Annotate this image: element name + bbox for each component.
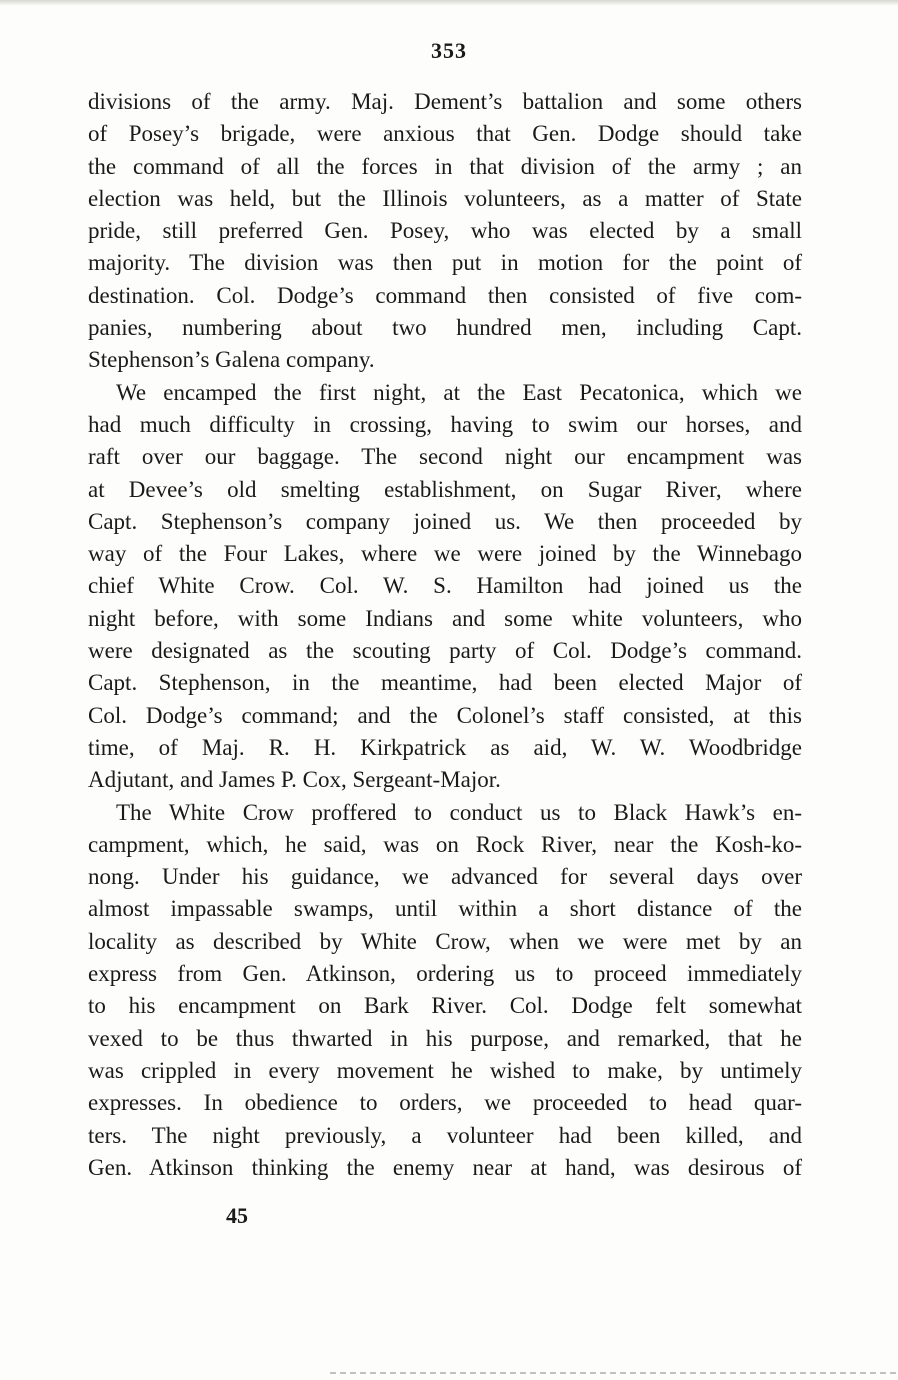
body-text bbox=[88, 86, 802, 1184]
text-line: raft over our baggage. The second night our encampment was bbox=[88, 444, 802, 470]
text-line: locality as described by White Crow, when we were met by an bbox=[88, 928, 802, 954]
text-line: destination. Col. Dodge’s command then consisted of five com- bbox=[88, 282, 802, 308]
text-line: We encamped the first night, at the East Pecatonica, which we bbox=[116, 379, 802, 405]
text-line: pride, still preferred Gen. Posey, who was elected by a small bbox=[88, 218, 802, 244]
text-line: majority. The division was then put in motion for the point of bbox=[88, 250, 802, 276]
text-line: way of the Four Lakes, where we were joined by the Winnebago bbox=[88, 541, 802, 567]
text-line: panies, numbering about two hundred men, including Capt. bbox=[88, 315, 802, 341]
text-line: were designated as the scouting party of Col. Dodge’s command. bbox=[88, 638, 802, 664]
text-line: chief White Crow. Col. W. S. Hamilton had joined us the bbox=[88, 573, 802, 599]
text-line: vexed to be thus thwarted in his purpose, and remarked, that he bbox=[88, 1025, 802, 1051]
text-line: had much difficulty in crossing, having to swim our horses, and bbox=[88, 411, 802, 437]
text-line: expresses. In obedience to orders, we proceeded to head quar- bbox=[88, 1090, 802, 1116]
text-line: nong. Under his guidance, we advanced for several days over bbox=[88, 864, 802, 890]
text-line: Capt. Stephenson’s company joined us. We then proceeded by bbox=[88, 508, 802, 534]
text-line: Col. Dodge’s command; and the Colonel’s staff consisted, at this bbox=[88, 702, 802, 728]
text-line: Stephenson’s Galena company. bbox=[88, 347, 375, 373]
text-line: to his encampment on Bark River. Col. Dodge felt somewhat bbox=[88, 993, 802, 1019]
text-line: night before, with some Indians and some white volunteers, who bbox=[88, 605, 802, 631]
text-line: The White Crow proffered to conduct us to Black Hawk’s en- bbox=[116, 799, 802, 825]
text-line: the command of all the forces in that division of the army ; an bbox=[88, 153, 802, 179]
page-bottom-edge bbox=[330, 1372, 898, 1374]
text-line: was crippled in every movement he wished to make, by untimely bbox=[88, 1057, 802, 1083]
text-line: election was held, but the Illinois volunteers, as a matter of State bbox=[88, 185, 802, 211]
text-line: divisions of the army. Maj. Dement’s battalion and some others bbox=[88, 89, 802, 114]
page-number: 353 bbox=[431, 38, 467, 63]
text-line: campment, which, he said, was on Rock River, near the Kosh-ko- bbox=[88, 831, 802, 857]
text-line: time, of Maj. R. H. Kirkpatrick as aid, W. W. Woodbridge bbox=[88, 734, 802, 760]
text-line: Adjutant, and James P. Cox, Sergeant-Major. bbox=[88, 767, 501, 793]
text-line: Gen. Atkinson thinking the enemy near at hand, was desirous of bbox=[88, 1154, 802, 1180]
signature-mark: 45 bbox=[226, 1203, 248, 1228]
text-line: of Posey’s brigade, were anxious that Gen. Dodge should take bbox=[88, 121, 802, 147]
text-line: ters. The night previously, a volunteer had been killed, and bbox=[88, 1122, 802, 1148]
text-line: Capt. Stephenson, in the meantime, had been elected Major of bbox=[88, 670, 802, 696]
text-line: express from Gen. Atkinson, ordering us to proceed immediately bbox=[88, 961, 802, 987]
text-line: almost impassable swamps, until within a short distance of the bbox=[88, 896, 802, 922]
page-top-edge bbox=[0, 0, 898, 6]
text-line: at Devee’s old smelting establishment, on Sugar River, where bbox=[88, 476, 802, 502]
